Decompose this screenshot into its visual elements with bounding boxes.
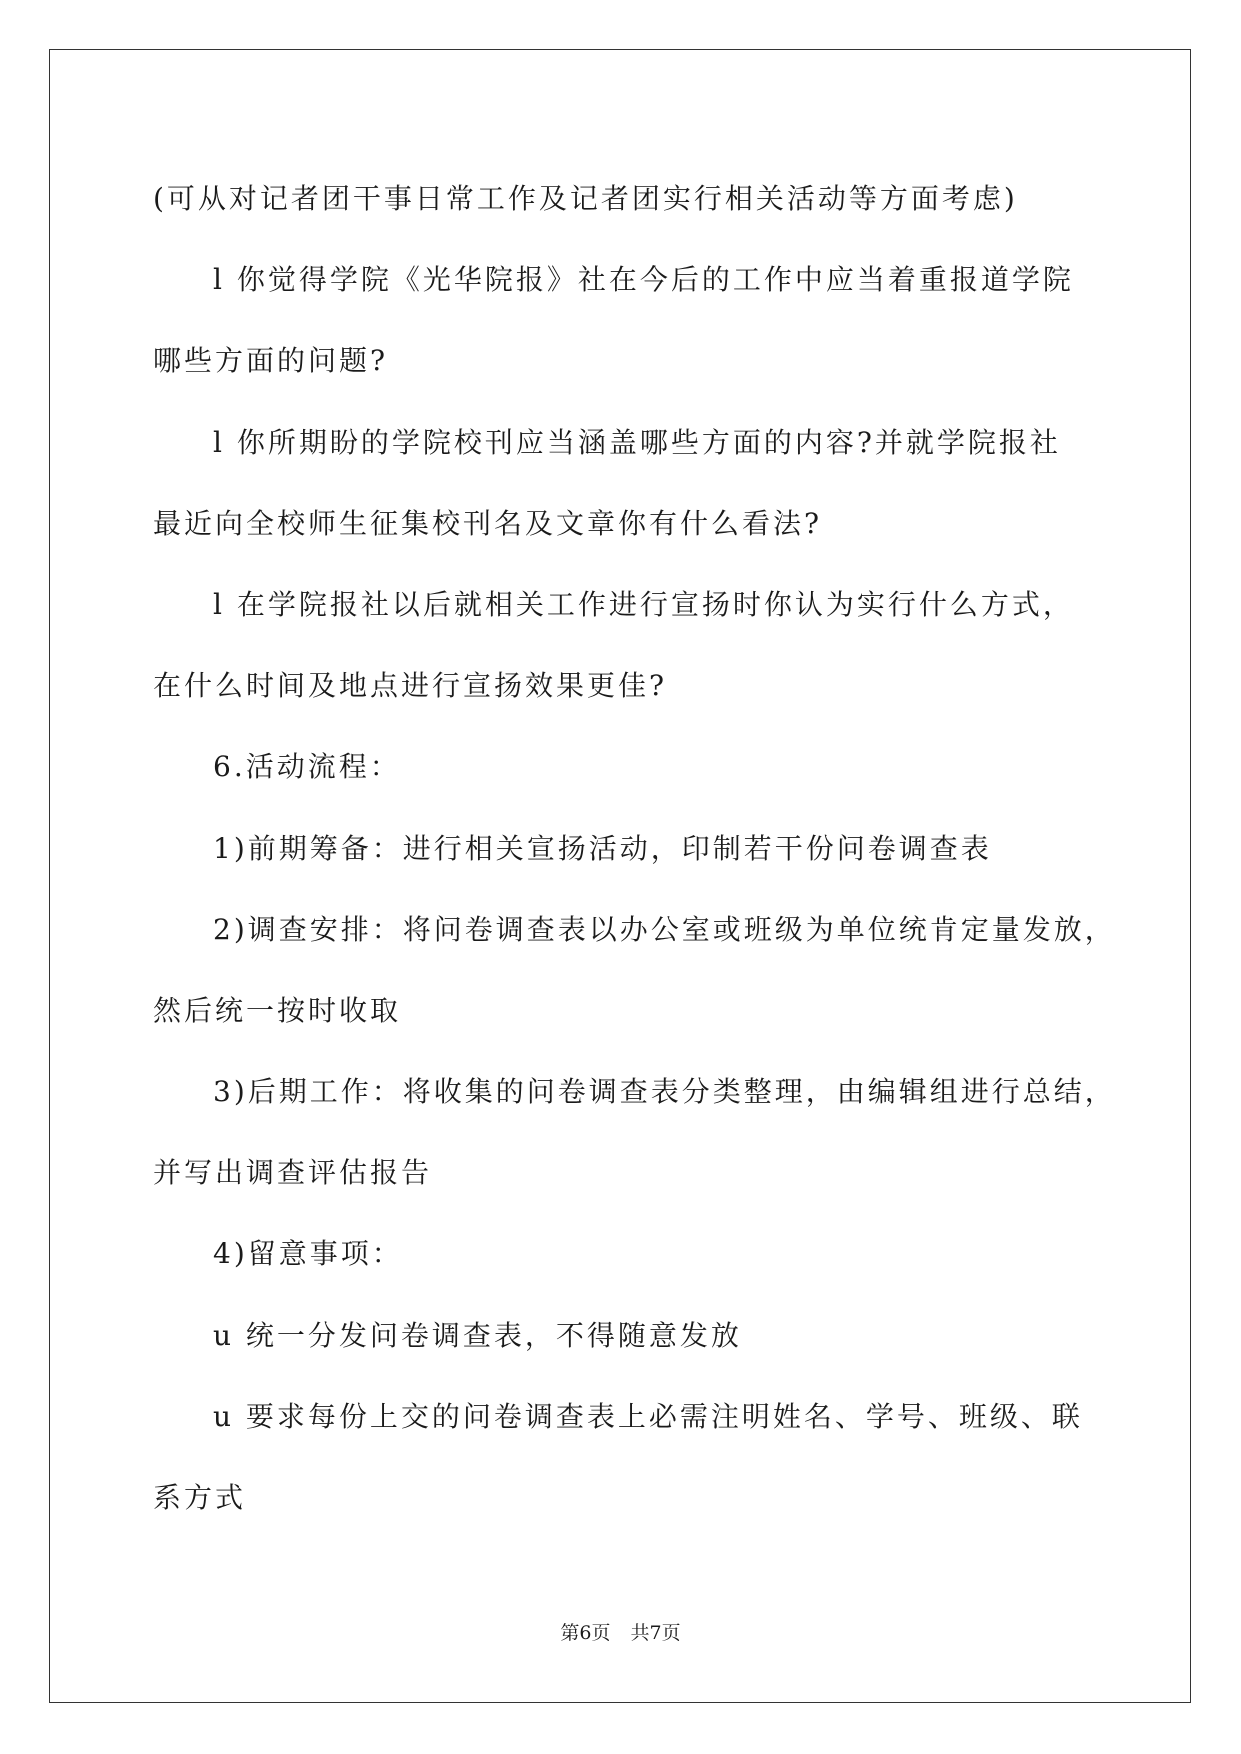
page-number: 第6页 xyxy=(560,1622,611,1644)
paragraph-line: 在什么时间及地点进行宣扬效果更佳? xyxy=(153,669,668,703)
paragraph-line: 4)留意事项： xyxy=(213,1237,403,1271)
paragraph-line: 1)前期筹备：进行相关宣扬活动，印制若干份问卷调查表 xyxy=(213,831,992,865)
paragraph-line: (可从对记者团干事日常工作及记者团实行相关活动等方面考虑) xyxy=(153,182,1018,215)
paragraph-line: u 要求每份上交的问卷调查表上必需注明姓名、学号、班级、联 xyxy=(213,1399,1083,1433)
page-footer xyxy=(0,1618,1241,1645)
page-total: 共7页 xyxy=(630,1622,681,1644)
document-body xyxy=(153,158,1116,1538)
paragraph-line: l 在学院报社以后就相关工作进行宣扬时你认为实行什么方式， xyxy=(213,587,1074,621)
paragraph-line: 哪些方面的问题? xyxy=(153,344,389,378)
paragraph-line: u 统一分发问卷调查表，不得随意发放 xyxy=(213,1318,742,1352)
paragraph-line: l 你觉得学院《光华院报》社在今后的工作中应当着重报道学院 xyxy=(213,263,1074,297)
paragraph-line: 然后统一按时收取 xyxy=(153,993,402,1027)
paragraph-line: 2)调查安排：将问卷调查表以办公室或班级为单位统肯定量发放， xyxy=(213,912,1116,946)
paragraph-line: 并写出调查评估报告 xyxy=(153,1156,433,1190)
paragraph-line: 最近向全校师生征集校刊名及文章你有什么看法? xyxy=(153,506,823,540)
paragraph-line: 3)后期工作：将收集的问卷调查表分类整理，由编辑组进行总结， xyxy=(213,1075,1116,1109)
paragraph-line: l 你所期盼的学院校刊应当涵盖哪些方面的内容?并就学院报社 xyxy=(213,425,1061,459)
paragraph-line: 系方式 xyxy=(153,1481,247,1514)
section-heading: 6.活动流程： xyxy=(213,750,401,784)
